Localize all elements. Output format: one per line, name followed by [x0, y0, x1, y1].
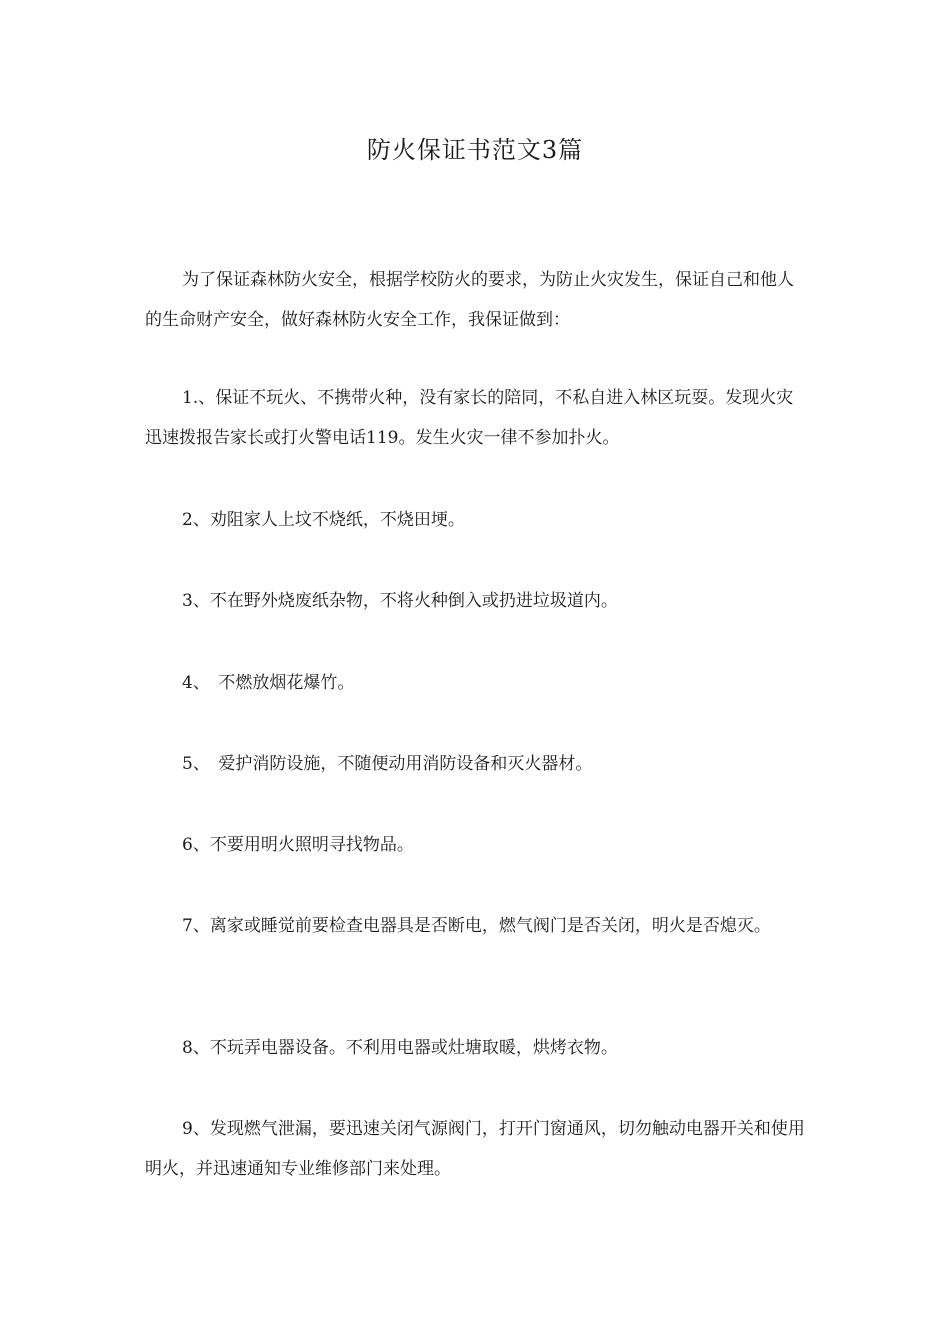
- item-4-paragraph: 4、 不燃放烟花爆竹。: [182, 673, 355, 693]
- item-9-paragraph: 9、发现燃气泄漏，要迅速关闭气源阀门，打开门窗通风，切勿触动电器开关和使用明火，并迅速通知专业维修部门来处理。: [145, 1119, 805, 1179]
- item-5-paragraph: 5、 爱护消防设施，不随便动用消防设备和灭火器材。: [182, 754, 593, 774]
- item-3-paragraph: 3、不在野外烧废纸杂物，不将火种倒入或扔进垃圾道内。: [182, 591, 618, 611]
- item-7-paragraph: 7、离家或睡觉前要检查电器具是否断电，燃气阀门是否关闭，明火是否熄灭。: [182, 916, 771, 936]
- item-2-paragraph: 2、劝阻家人上坟不烧纸，不烧田埂。: [182, 510, 465, 530]
- intro-paragraph: 为了保证森林防火安全，根据学校防火的要求，为防止火灾发生，保证自己和他人的生命财产安全，做好森林防火安全工作，我保证做到：: [145, 270, 794, 330]
- item-6-paragraph: 6、不要用明火照明寻找物品。: [182, 835, 414, 855]
- item-8-paragraph: 8、不玩弄电器设备。不利用电器或灶塘取暖，烘烤衣物。: [182, 1038, 618, 1058]
- document-title: 防火保证书范文3篇: [366, 136, 584, 164]
- item-1-paragraph: 1.、保证不玩火、不携带火种，没有家长的陪同，不私自进入林区玩耍。发现火灾迅速拨报告家长或打火警电话119。发生火灾一律不参加扑火。: [145, 388, 794, 448]
